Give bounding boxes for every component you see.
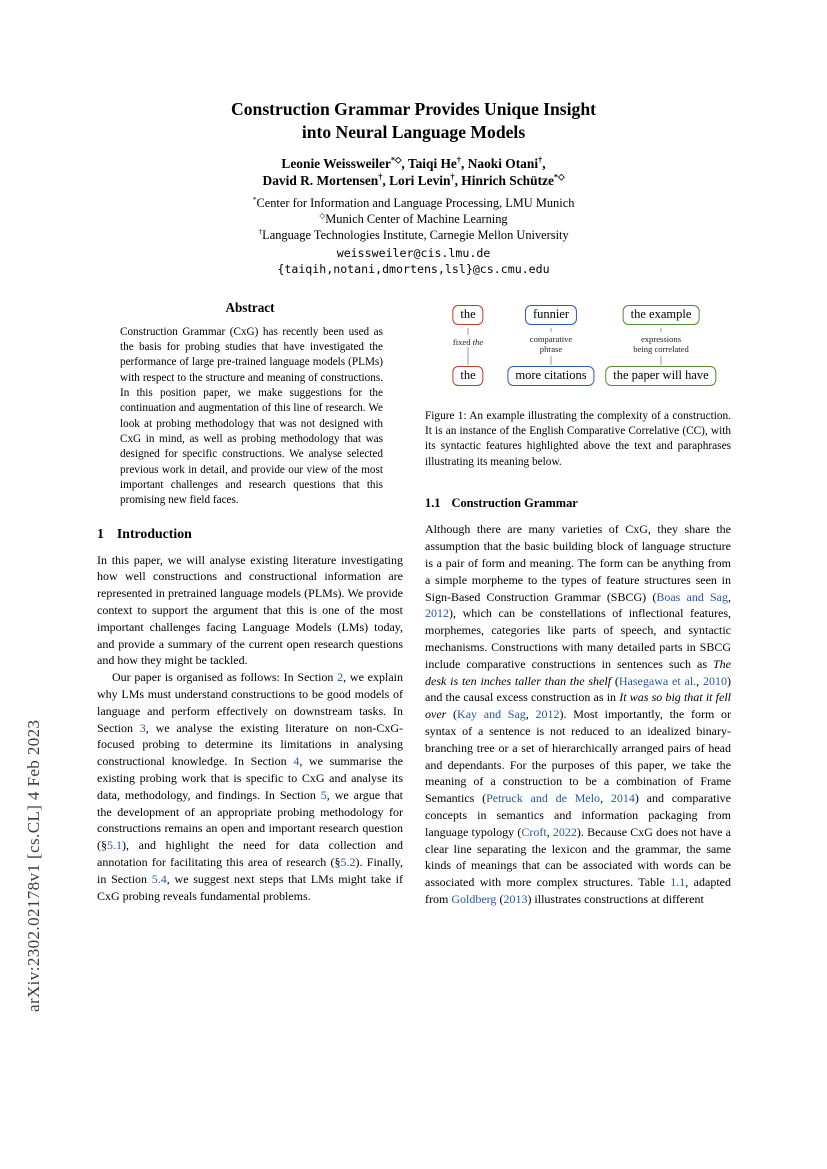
fig-box-more-citations: more citations: [507, 366, 594, 386]
emails: [0, 246, 827, 277]
fig-box-the-bottom: the: [452, 366, 483, 386]
fig-label-comparative-phrase: comparative phrase: [529, 333, 573, 354]
ref-link[interactable]: 4: [293, 754, 300, 769]
figure-1-diagram: [425, 302, 731, 396]
abstract-text: Construction Grammar (CxG) has recently been used as the basis for probing studies that have investigated the performance of large pre-trained language models (PLMs) with respect to the structure and meaning of constructions. In this position paper, we make suggestions for the continuation and augmentation of this line of research. We look at probing methodology that was not designed with CxG in mind, as well as probing methodology that was designed for specific constructions. We analyse selected previous work in detail, and provide our view of the most important challenges and research questions that this promising new field faces.: [120, 325, 383, 507]
figure-1-caption: Figure 1: An example illustrating the complexity of a construction. It is an instance of the English Comparative Correlative (CC), with its syntactic features highlighted above the text and paraphrases illustrating its meaning below.: [425, 409, 731, 468]
ref-link[interactable]: 2022: [552, 824, 577, 839]
authors-line-1: Leonie Weissweiler*◇, Taiqi He†, Naoki Otani†,: [281, 155, 546, 171]
authors-line-2: David R. Mortensen†, Lori Levin†, Hinrich Schütze*◇: [262, 172, 565, 189]
paper-header: [0, 0, 827, 278]
fig-label-fixed-the: fixed the: [452, 336, 484, 347]
ref-link[interactable]: Croft: [521, 824, 547, 839]
left-column: [97, 298, 403, 905]
abstract-heading: Abstract: [225, 299, 275, 315]
ref-link[interactable]: 5.1: [107, 838, 122, 853]
ref-link[interactable]: 5.2: [340, 855, 356, 869]
right-column: [425, 298, 731, 908]
figure-1: [425, 302, 731, 471]
ref-link[interactable]: 2012: [535, 707, 560, 722]
arxiv-sidebar-label: arXiv:2302.02178v1 [cs.CL] 4 Feb 2023: [24, 719, 43, 1012]
ref-link[interactable]: Petruck and de Melo: [486, 791, 601, 806]
paper-title-line1: Construction Grammar Provides Unique Insight: [231, 99, 596, 119]
affiliation-mcml: ◇Munich Center of Machine Learning: [319, 211, 508, 227]
ref-link[interactable]: Kay and Sag: [457, 707, 526, 722]
paper-title-line2: into Neural Language Models: [301, 121, 526, 142]
section-number: 1.1: [425, 496, 441, 511]
ref-link[interactable]: 2013: [503, 891, 528, 906]
abstract-section: [97, 300, 403, 509]
section-number: 1: [97, 525, 104, 541]
ref-link[interactable]: 5.4: [151, 871, 167, 886]
affiliations: [0, 195, 827, 243]
ref-link[interactable]: 2014: [610, 791, 635, 806]
affiliation-cmu: †Language Technologies Institute, Carnegie Mellon University: [258, 227, 569, 243]
paragraph: Although there are many varieties of CxG, they share the assumption that the basic building block of language structure is a pair of form and meaning. The form can be anything from a simple morpheme to the types of feature structures seen in Sign-Based Construction Grammar (SBCG) (Boas and Sag, 2012), which can be constellations of inflectional features, morphemes, categories like parts of speech, and syntactic mechanisms. Constructions with many detailed parts in SBCG include comparative constructions in sentences such as The desk is ten inches taller than the shelf (Hasegawa et al., 2010) and the causal excess construction as in It was so big that it fell over (Kay and Sag, 2012). Most importantly, the form or syntax of a sentence is not reduced to an idealized binary-branching tree or a set of hierarchically arranged pairs of head and dependants. For the purposes of this paper, we take the meaning of a construction to be a combination of Frame Semantics (Petruck and de Melo, 2014) and comparative concepts in semantics and information packaging from language typology (Croft, 2022). Because CxG does not have a clear line separating the lexicon and the grammar, the same kinds of meanings that can be associated with words can be associated with more complex structures. Table 1.1, adapted from Goldberg (2013) illustrates constructions at different: [425, 522, 732, 906]
paper-title: [0, 98, 827, 144]
ref-link[interactable]: 2010: [703, 673, 727, 688]
paragraph: In this paper, we will analyse existing literature investigating how well constructions and constructional information are represented in pretrained language models (PLMs). We provide context to support the argument that this is one of the most important challenges facing Language Models (LMs) today, and provide a summary of the current open research questions and how they might be tackled.: [97, 552, 403, 668]
ref-link[interactable]: 2012: [425, 606, 449, 621]
fig-box-the-top: the: [452, 305, 483, 325]
ref-link[interactable]: Goldberg: [451, 891, 497, 906]
ref-link[interactable]: 5: [320, 787, 327, 802]
fig-box-funnier: funnier: [525, 305, 577, 325]
two-column-body: [0, 278, 827, 908]
section-title: Introduction: [116, 525, 192, 541]
ref-link[interactable]: 1.1: [670, 875, 686, 890]
affiliation-lmu: *Center for Information and Language Processing, LMU Munich: [252, 194, 575, 211]
paragraph: Our paper is organised as follows: In Section 2, we explain why LMs must understand constructions to be good models of language and perform effectively on downstream tasks. In Section 3, we analyse the existing literature on non-CxG-focused probing to determine its limitations in analysing constructional knowledge. In Section 4, we summarise the existing probing work that is specific to CxG and analyse its data, methodology, and findings. In Section 5, we argue that the development of an appropriate probing methodology for constructions remains an open and important research question (§5.1), and highlight the need for data collection and annotation for facilitating this area of research (§5.2). Finally, in Section 5.4, we suggest next steps that LMs might take if CxG probing reveals fundamental problems.: [97, 670, 404, 903]
ref-link[interactable]: Hasegawa et al.: [618, 673, 697, 688]
section-heading-introduction: [97, 526, 403, 542]
section-title: Construction Grammar: [451, 496, 578, 511]
fig-box-paper-will-have: the paper will have: [605, 366, 716, 386]
email-cmu: {taiqih,notani,dmortens,lsl}@cs.cmu.edu: [277, 262, 550, 276]
fig-label-expressions-correlated: expressions being correlated: [633, 333, 689, 354]
ref-link[interactable]: 3: [139, 720, 146, 735]
fig-box-the-example: the example: [623, 305, 700, 325]
email-lmu: weissweiler@cis.lmu.de: [336, 246, 491, 261]
section-heading-construction-grammar: [425, 496, 731, 511]
ref-link[interactable]: Boas and Sag: [656, 589, 728, 604]
ref-link[interactable]: 2: [337, 670, 344, 685]
